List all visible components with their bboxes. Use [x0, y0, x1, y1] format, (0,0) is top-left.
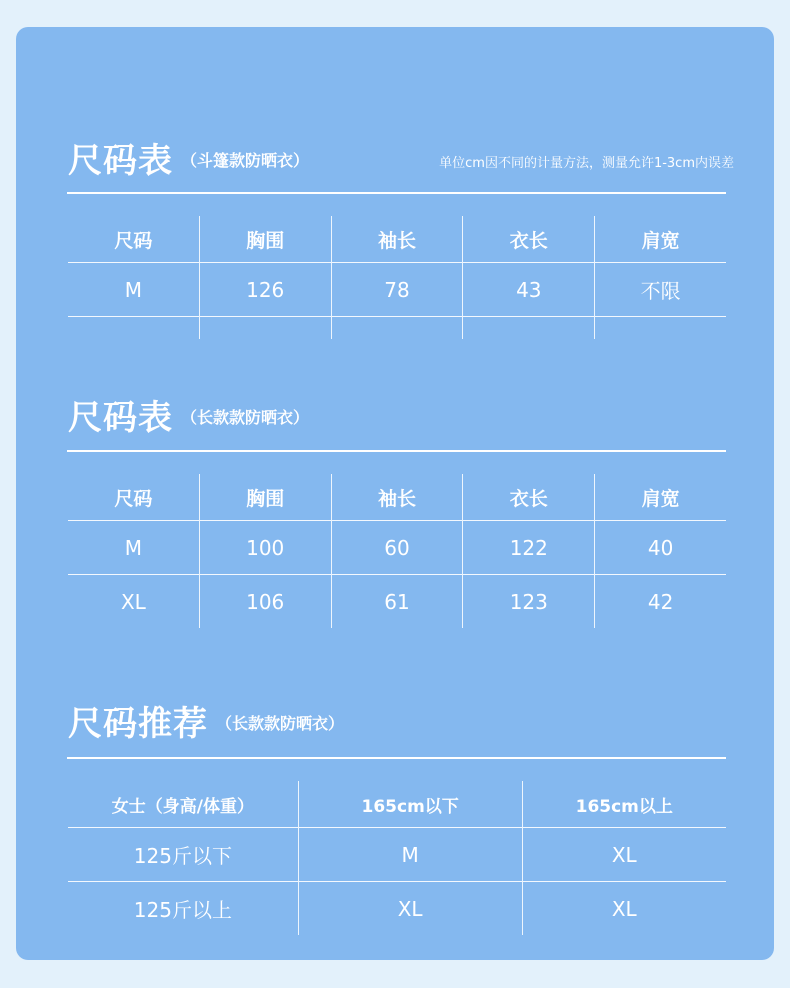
table-cell: 125斤以上 [68, 882, 298, 936]
header-cell: 袖长 [331, 474, 463, 521]
section2-title-text: 尺码表 [68, 398, 173, 438]
table-cell: 126 [199, 263, 331, 317]
table-cell: 43 [463, 263, 595, 317]
table-row [68, 882, 726, 936]
section1-subtitle: （斗篷款防晒衣） [181, 151, 310, 170]
header-cell: 衣长 [463, 216, 595, 263]
table-cell: XL [298, 882, 522, 936]
table-cell [331, 317, 463, 340]
table-cell [199, 317, 331, 340]
header-cell: 胸围 [199, 474, 331, 521]
table-row [68, 575, 726, 629]
table-row [68, 521, 726, 575]
header-cell: 165cm以下 [298, 781, 522, 828]
header-cell: 胸围 [199, 216, 331, 263]
section2-divider [67, 450, 726, 452]
header-cell: 肩宽 [595, 216, 726, 263]
table-cell: 125斤以下 [68, 828, 298, 882]
table-cell: M [298, 828, 522, 882]
table-cell: XL [68, 575, 199, 629]
table-row-spacer [68, 317, 726, 340]
section1-title-text: 尺码表 [68, 141, 173, 181]
table-cell [463, 317, 595, 340]
table-cell: 不限 [595, 263, 726, 317]
section3-divider [67, 757, 726, 759]
table-cell: 60 [331, 521, 463, 575]
table-row [68, 263, 726, 317]
header-cell: 女士（身高/体重） [111, 796, 254, 817]
section3-subtitle: （长款款防晒衣） [216, 714, 345, 733]
size-table-cape [68, 216, 726, 339]
table-cell: XL [522, 882, 726, 936]
table-cell [595, 317, 726, 340]
header-cell: 165cm以上 [522, 781, 726, 828]
table-row [68, 828, 726, 882]
size-recommendation-table [68, 781, 726, 935]
table-cell: M [68, 521, 199, 575]
table-cell: 40 [595, 521, 726, 575]
measurement-note: 单位cm因不同的计量方法，测量允许1-3cm内误差 [439, 156, 734, 171]
table-cell: 78 [331, 263, 463, 317]
size-table-long [68, 474, 726, 628]
header-cell: 衣长 [463, 474, 595, 521]
section1-title [68, 133, 309, 182]
header-cell: 尺码 [114, 487, 153, 510]
header-cell: 尺码 [114, 229, 153, 252]
table-cell: 61 [331, 575, 463, 629]
header-cell: 肩宽 [595, 474, 726, 521]
table-cell: 123 [463, 575, 595, 629]
table-cell: 42 [595, 575, 726, 629]
section3-title [68, 696, 344, 745]
table-cell [68, 317, 199, 340]
table-cell: M [68, 263, 199, 317]
table-cell: XL [522, 828, 726, 882]
section3-title-text: 尺码推荐 [68, 704, 208, 744]
table-cell: 106 [199, 575, 331, 629]
table-cell: 122 [463, 521, 595, 575]
header-cell: 袖长 [331, 216, 463, 263]
section1-divider [67, 192, 726, 194]
table-cell: 100 [199, 521, 331, 575]
section2-subtitle: （长款款防晒衣） [181, 408, 310, 427]
section2-title [68, 390, 309, 439]
